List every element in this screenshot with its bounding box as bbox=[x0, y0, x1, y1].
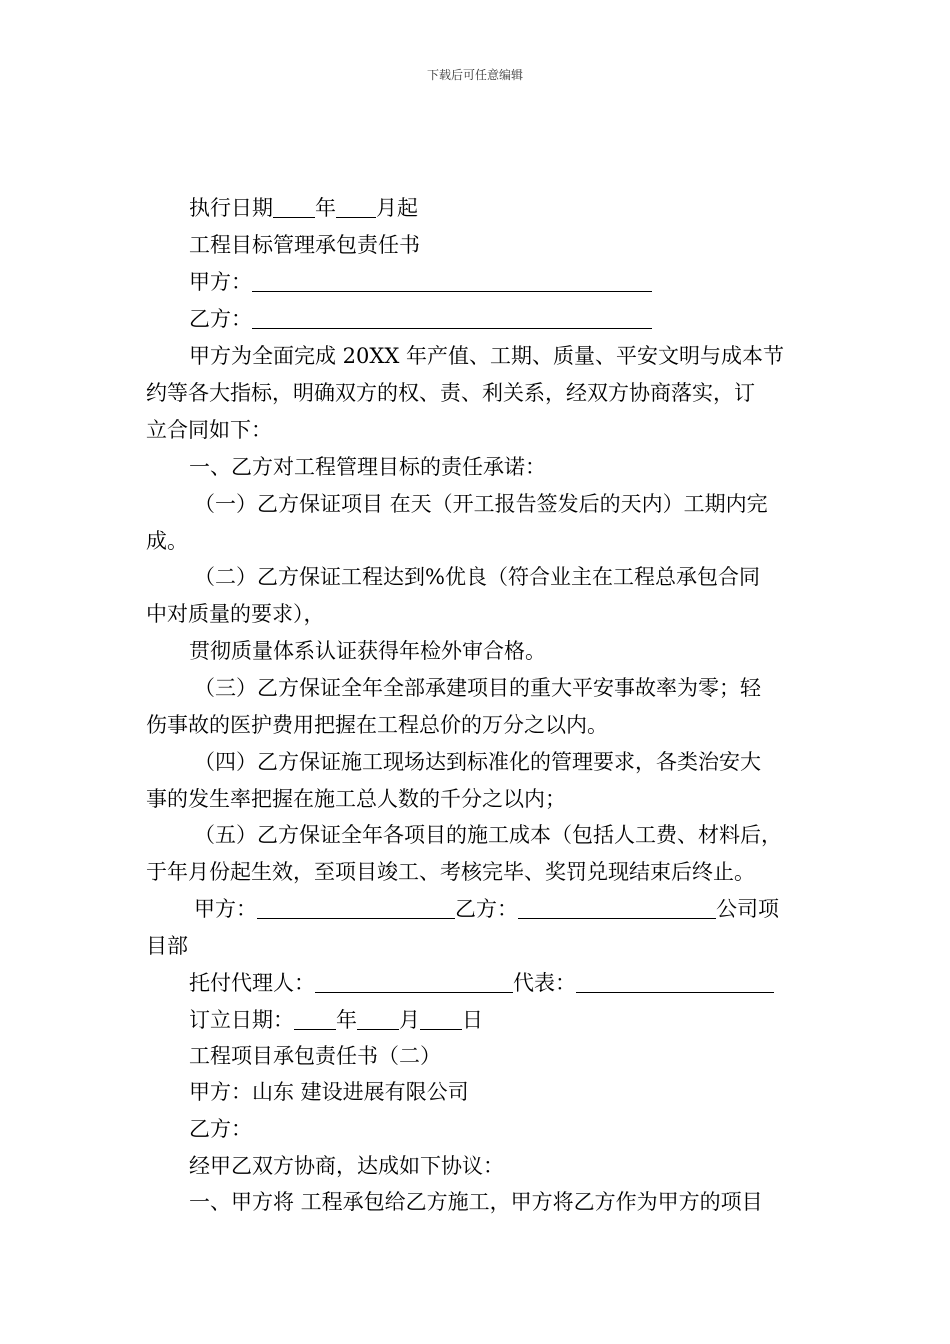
agent-label: 托付代理人： bbox=[189, 971, 315, 995]
paragraph-line: （三）乙方保证全年全部承建项目的重大平安事故率为零；轻 bbox=[194, 676, 761, 700]
party-b-line bbox=[189, 307, 652, 331]
party-a-label: 甲方： bbox=[189, 270, 252, 294]
party-a-sign-blank bbox=[257, 898, 455, 919]
year-label: 年 bbox=[315, 196, 336, 220]
execution-date-line bbox=[189, 196, 418, 220]
party-a-line bbox=[189, 270, 652, 294]
paragraph-line: 伤事故的医护费用把握在工程总价的万分之以内。 bbox=[146, 713, 608, 737]
paragraph-line: 中对质量的要求）， bbox=[146, 602, 325, 626]
party-b-sign-label: 乙方： bbox=[455, 897, 518, 921]
party-b-sign-blank bbox=[518, 898, 716, 919]
section-title: 工程项目承包责任书（二） bbox=[189, 1044, 441, 1068]
agent-blank bbox=[315, 972, 513, 993]
sign-day-blank bbox=[420, 1009, 462, 1030]
paragraph-line: 一、甲方将 工程承包给乙方施工，甲方将乙方作为甲方的项目 bbox=[189, 1190, 763, 1214]
signing-date-label: 订立日期： bbox=[189, 1008, 294, 1032]
agent-line bbox=[189, 971, 774, 995]
party-b-blank bbox=[252, 308, 652, 329]
paragraph-line: 事的发生率把握在施工总人数的千分之以内； bbox=[146, 787, 566, 811]
sign-month-blank bbox=[357, 1009, 399, 1030]
paragraph-line: 经甲乙双方协商，达成如下协议： bbox=[189, 1154, 504, 1178]
paragraph-line: （一）乙方保证项目 在天（开工报告签发后的天内）工期内完 bbox=[194, 492, 768, 516]
sign-month-label: 月 bbox=[399, 1008, 420, 1032]
paragraph-line: 成。 bbox=[146, 529, 188, 553]
company-label: 公司项 bbox=[716, 897, 779, 921]
paragraph-line: 贯彻质量体系认证获得年检外审合格。 bbox=[189, 639, 546, 663]
section-heading: 一、乙方对工程管理目标的责任承诺： bbox=[189, 455, 546, 479]
paragraph-line: 目部 bbox=[146, 934, 188, 958]
party-a-blank bbox=[252, 271, 652, 292]
month-blank bbox=[336, 197, 376, 218]
paragraph-line: （二）乙方保证工程达到%优良（符合业主在工程总承包合同 bbox=[194, 565, 760, 589]
party-a-sign-label: 甲方： bbox=[194, 897, 257, 921]
representative-label: 代表： bbox=[513, 971, 576, 995]
paragraph-line: 立合同如下： bbox=[146, 418, 272, 442]
paragraph-line: （五）乙方保证全年各项目的施工成本（包括人工费、材料后， bbox=[194, 823, 782, 847]
page-header-note: 下载后可任意编辑 bbox=[426, 68, 523, 82]
representative-blank bbox=[576, 972, 774, 993]
execution-date-label: 执行日期 bbox=[189, 196, 273, 220]
signature-line bbox=[194, 897, 779, 921]
document-title: 工程目标管理承包责任书 bbox=[189, 233, 420, 257]
paragraph-line: 于年月份起生效，至项目竣工、考核完毕、奖罚兑现结束后终止。 bbox=[146, 860, 755, 884]
paragraph-line: （四）乙方保证施工现场达到标准化的管理要求，各类治安大 bbox=[194, 750, 761, 774]
year-blank bbox=[273, 197, 315, 218]
party-b-name: 乙方： bbox=[189, 1117, 252, 1141]
sign-year-blank bbox=[294, 1009, 336, 1030]
paragraph-line: 约等各大指标，明确双方的权、责、利关系，经双方协商落实，订 bbox=[146, 381, 755, 405]
party-b-label: 乙方： bbox=[189, 307, 252, 331]
sign-year-label: 年 bbox=[336, 1008, 357, 1032]
party-a-name: 甲方：山东 建设进展有限公司 bbox=[189, 1080, 469, 1104]
paragraph-line: 甲方为全面完成 20XX 年产值、工期、质量、平安文明与成本节 bbox=[189, 344, 784, 368]
month-label: 月起 bbox=[376, 196, 418, 220]
signing-date-line bbox=[189, 1008, 483, 1032]
sign-day-label: 日 bbox=[462, 1008, 483, 1032]
